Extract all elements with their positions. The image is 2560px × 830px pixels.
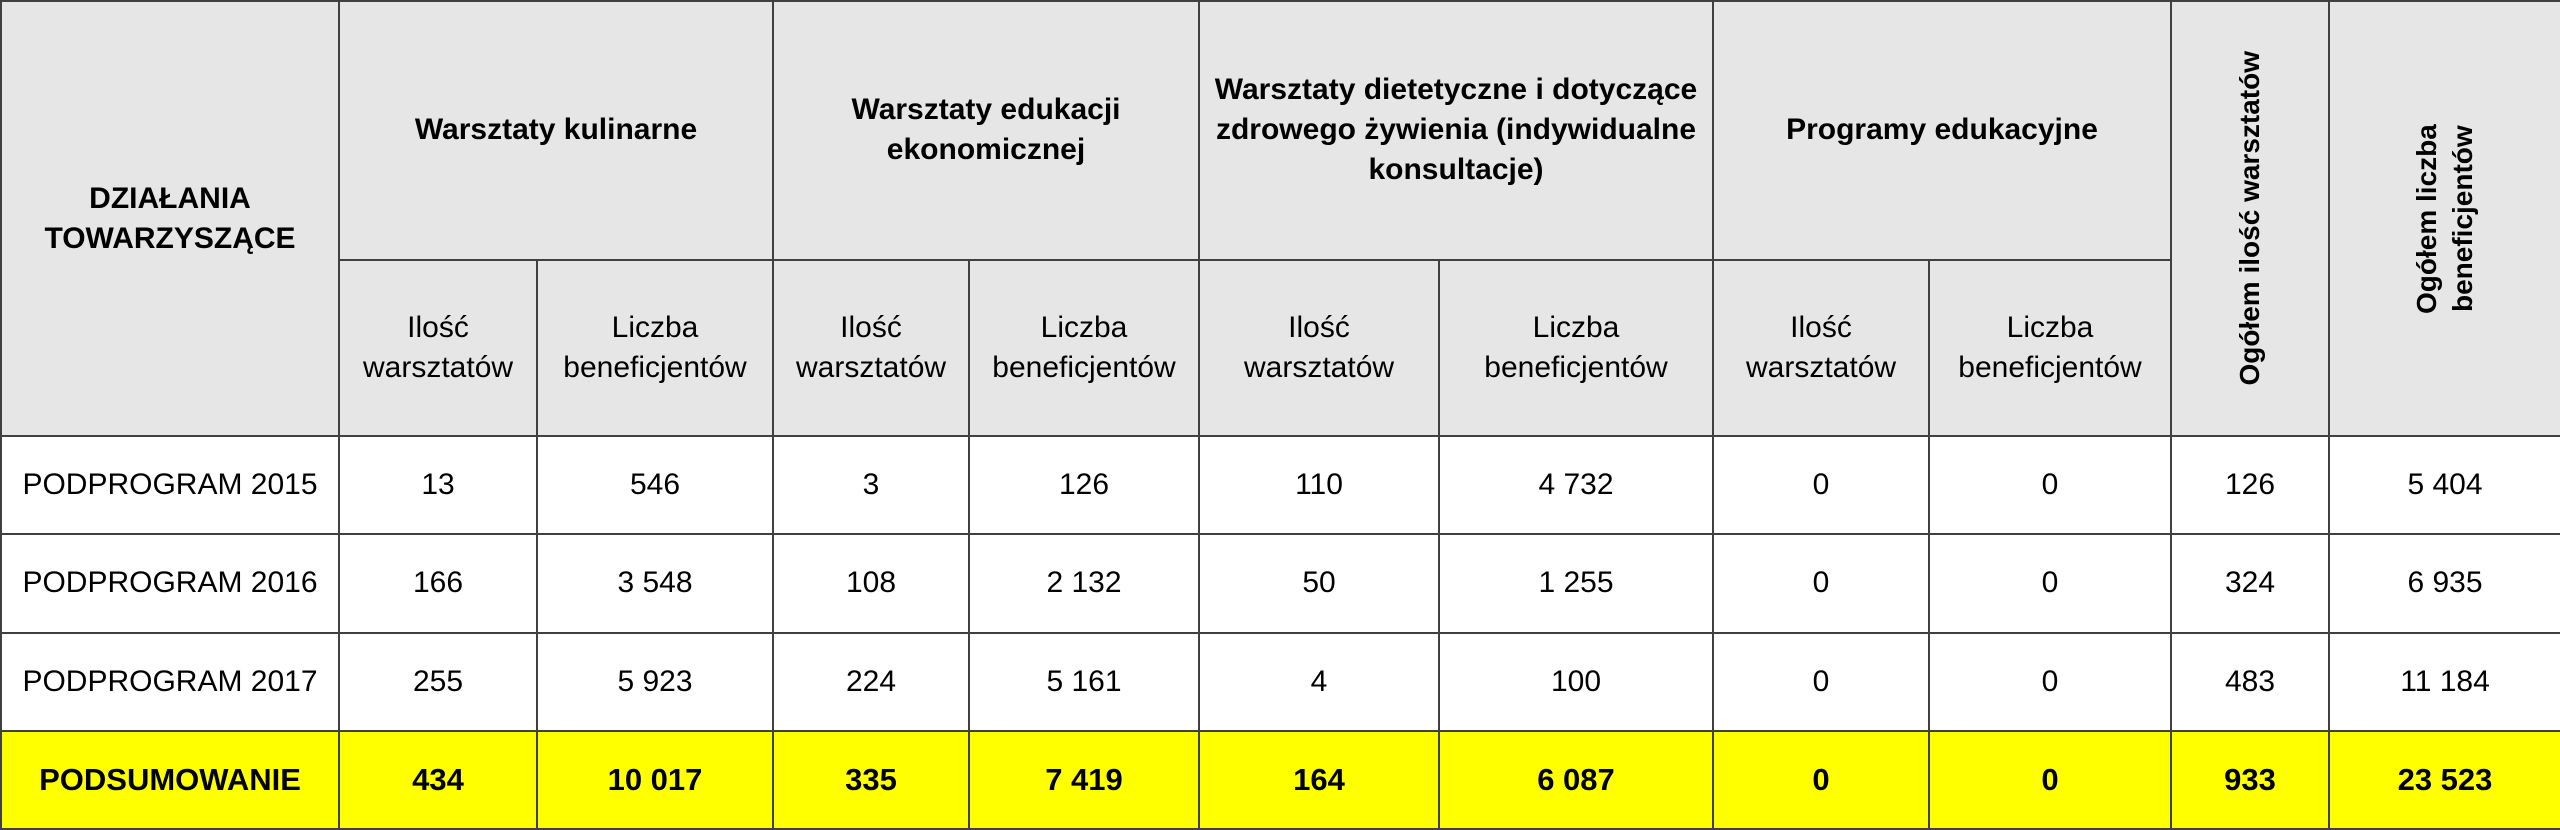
sub-header-beneficiaries-text: Liczba beneficjentów xyxy=(992,310,1176,384)
summary-cell: 6 087 xyxy=(1439,731,1713,829)
row-label: PODPROGRAM 2016 xyxy=(1,534,339,632)
table-cell: 5 923 xyxy=(537,633,773,731)
sub-header-count xyxy=(1713,260,1929,436)
sub-header-count xyxy=(1199,260,1439,436)
total-workshops-header xyxy=(2171,1,2329,436)
table-cell: 224 xyxy=(773,633,969,731)
sub-header-beneficiaries xyxy=(1929,260,2171,436)
sub-header-beneficiaries xyxy=(1439,260,1713,436)
table-cell: 5 161 xyxy=(969,633,1199,731)
summary-cell: 164 xyxy=(1199,731,1439,829)
row-label-header-text: DZIAŁANIA TOWARZYSZĄCE xyxy=(44,181,296,255)
group-header-economic-text: Warsztaty edukacji ekonomicznej xyxy=(851,93,1121,167)
total-beneficiaries-header-text: Ogółem liczba beneficjentów xyxy=(2411,123,2478,314)
total-workshops-header-text: Ogółem ilość warsztatów xyxy=(2234,51,2265,386)
header-row-groups xyxy=(1,1,2560,260)
table-cell: 50 xyxy=(1199,534,1439,632)
summary-cell: 0 xyxy=(1713,731,1929,829)
table-cell: 2 132 xyxy=(969,534,1199,632)
total-beneficiaries-header xyxy=(2329,1,2560,436)
table-cell: 110 xyxy=(1199,436,1439,534)
summary-cell: 434 xyxy=(339,731,537,829)
table-cell: 0 xyxy=(1929,633,2171,731)
table-row-2017 xyxy=(1,633,2560,731)
table-cell: 108 xyxy=(773,534,969,632)
group-header-educational: Programy edukacyjne xyxy=(1713,1,2171,260)
table-cell: 4 xyxy=(1199,633,1439,731)
table-cell: 100 xyxy=(1439,633,1713,731)
table-cell: 0 xyxy=(1929,436,2171,534)
sub-header-count-text: Ilość warsztatów xyxy=(796,310,947,384)
table-cell: 546 xyxy=(537,436,773,534)
summary-row xyxy=(1,731,2560,829)
table-cell: 0 xyxy=(1713,436,1929,534)
table-row-2016 xyxy=(1,534,2560,632)
table-cell: 13 xyxy=(339,436,537,534)
table-cell: 1 255 xyxy=(1439,534,1713,632)
table-cell: 3 xyxy=(773,436,969,534)
table-cell: 0 xyxy=(1713,534,1929,632)
sub-header-count xyxy=(773,260,969,436)
group-header-dietetic-text: Warsztaty dietetyczne i dotyczące zdrowego żywienia (indywidualne konsultacje) xyxy=(1214,73,1698,187)
table-cell: 4 732 xyxy=(1439,436,1713,534)
sub-header-count-text: Ilość warsztatów xyxy=(1746,310,1897,384)
row-label: PODPROGRAM 2015 xyxy=(1,436,339,534)
table-cell: 11 184 xyxy=(2329,633,2560,731)
table-cell: 255 xyxy=(339,633,537,731)
table-cell: 6 935 xyxy=(2329,534,2560,632)
table-cell: 3 548 xyxy=(537,534,773,632)
row-label-header xyxy=(1,1,339,436)
group-header-culinary: Warsztaty kulinarne xyxy=(339,1,773,260)
table-cell: 324 xyxy=(2171,534,2329,632)
summary-cell: 335 xyxy=(773,731,969,829)
table-cell: 166 xyxy=(339,534,537,632)
summary-cell: 23 523 xyxy=(2329,731,2560,829)
sub-header-beneficiaries xyxy=(537,260,773,436)
summary-cell: 7 419 xyxy=(969,731,1199,829)
table-cell: 0 xyxy=(1713,633,1929,731)
sub-header-count-text: Ilość warsztatów xyxy=(1244,310,1395,384)
summary-label: PODSUMOWANIE xyxy=(1,731,339,829)
table-cell: 483 xyxy=(2171,633,2329,731)
sub-header-beneficiaries-text: Liczba beneficjentów xyxy=(1484,310,1668,384)
summary-cell: 0 xyxy=(1929,731,2171,829)
table-cell: 0 xyxy=(1929,534,2171,632)
group-header-dietetic xyxy=(1199,1,1713,260)
row-label: PODPROGRAM 2017 xyxy=(1,633,339,731)
sub-header-count-text: Ilość warsztatów xyxy=(363,310,514,384)
table-cell: 126 xyxy=(2171,436,2329,534)
summary-cell: 933 xyxy=(2171,731,2329,829)
group-header-economic xyxy=(773,1,1199,260)
sub-header-beneficiaries-text: Liczba beneficjentów xyxy=(563,310,747,384)
table-cell: 126 xyxy=(969,436,1199,534)
table-cell: 5 404 xyxy=(2329,436,2560,534)
summary-cell: 10 017 xyxy=(537,731,773,829)
sub-header-count xyxy=(339,260,537,436)
sub-header-beneficiaries-text: Liczba beneficjentów xyxy=(1958,310,2142,384)
table-row-2015 xyxy=(1,436,2560,534)
sub-header-beneficiaries xyxy=(969,260,1199,436)
